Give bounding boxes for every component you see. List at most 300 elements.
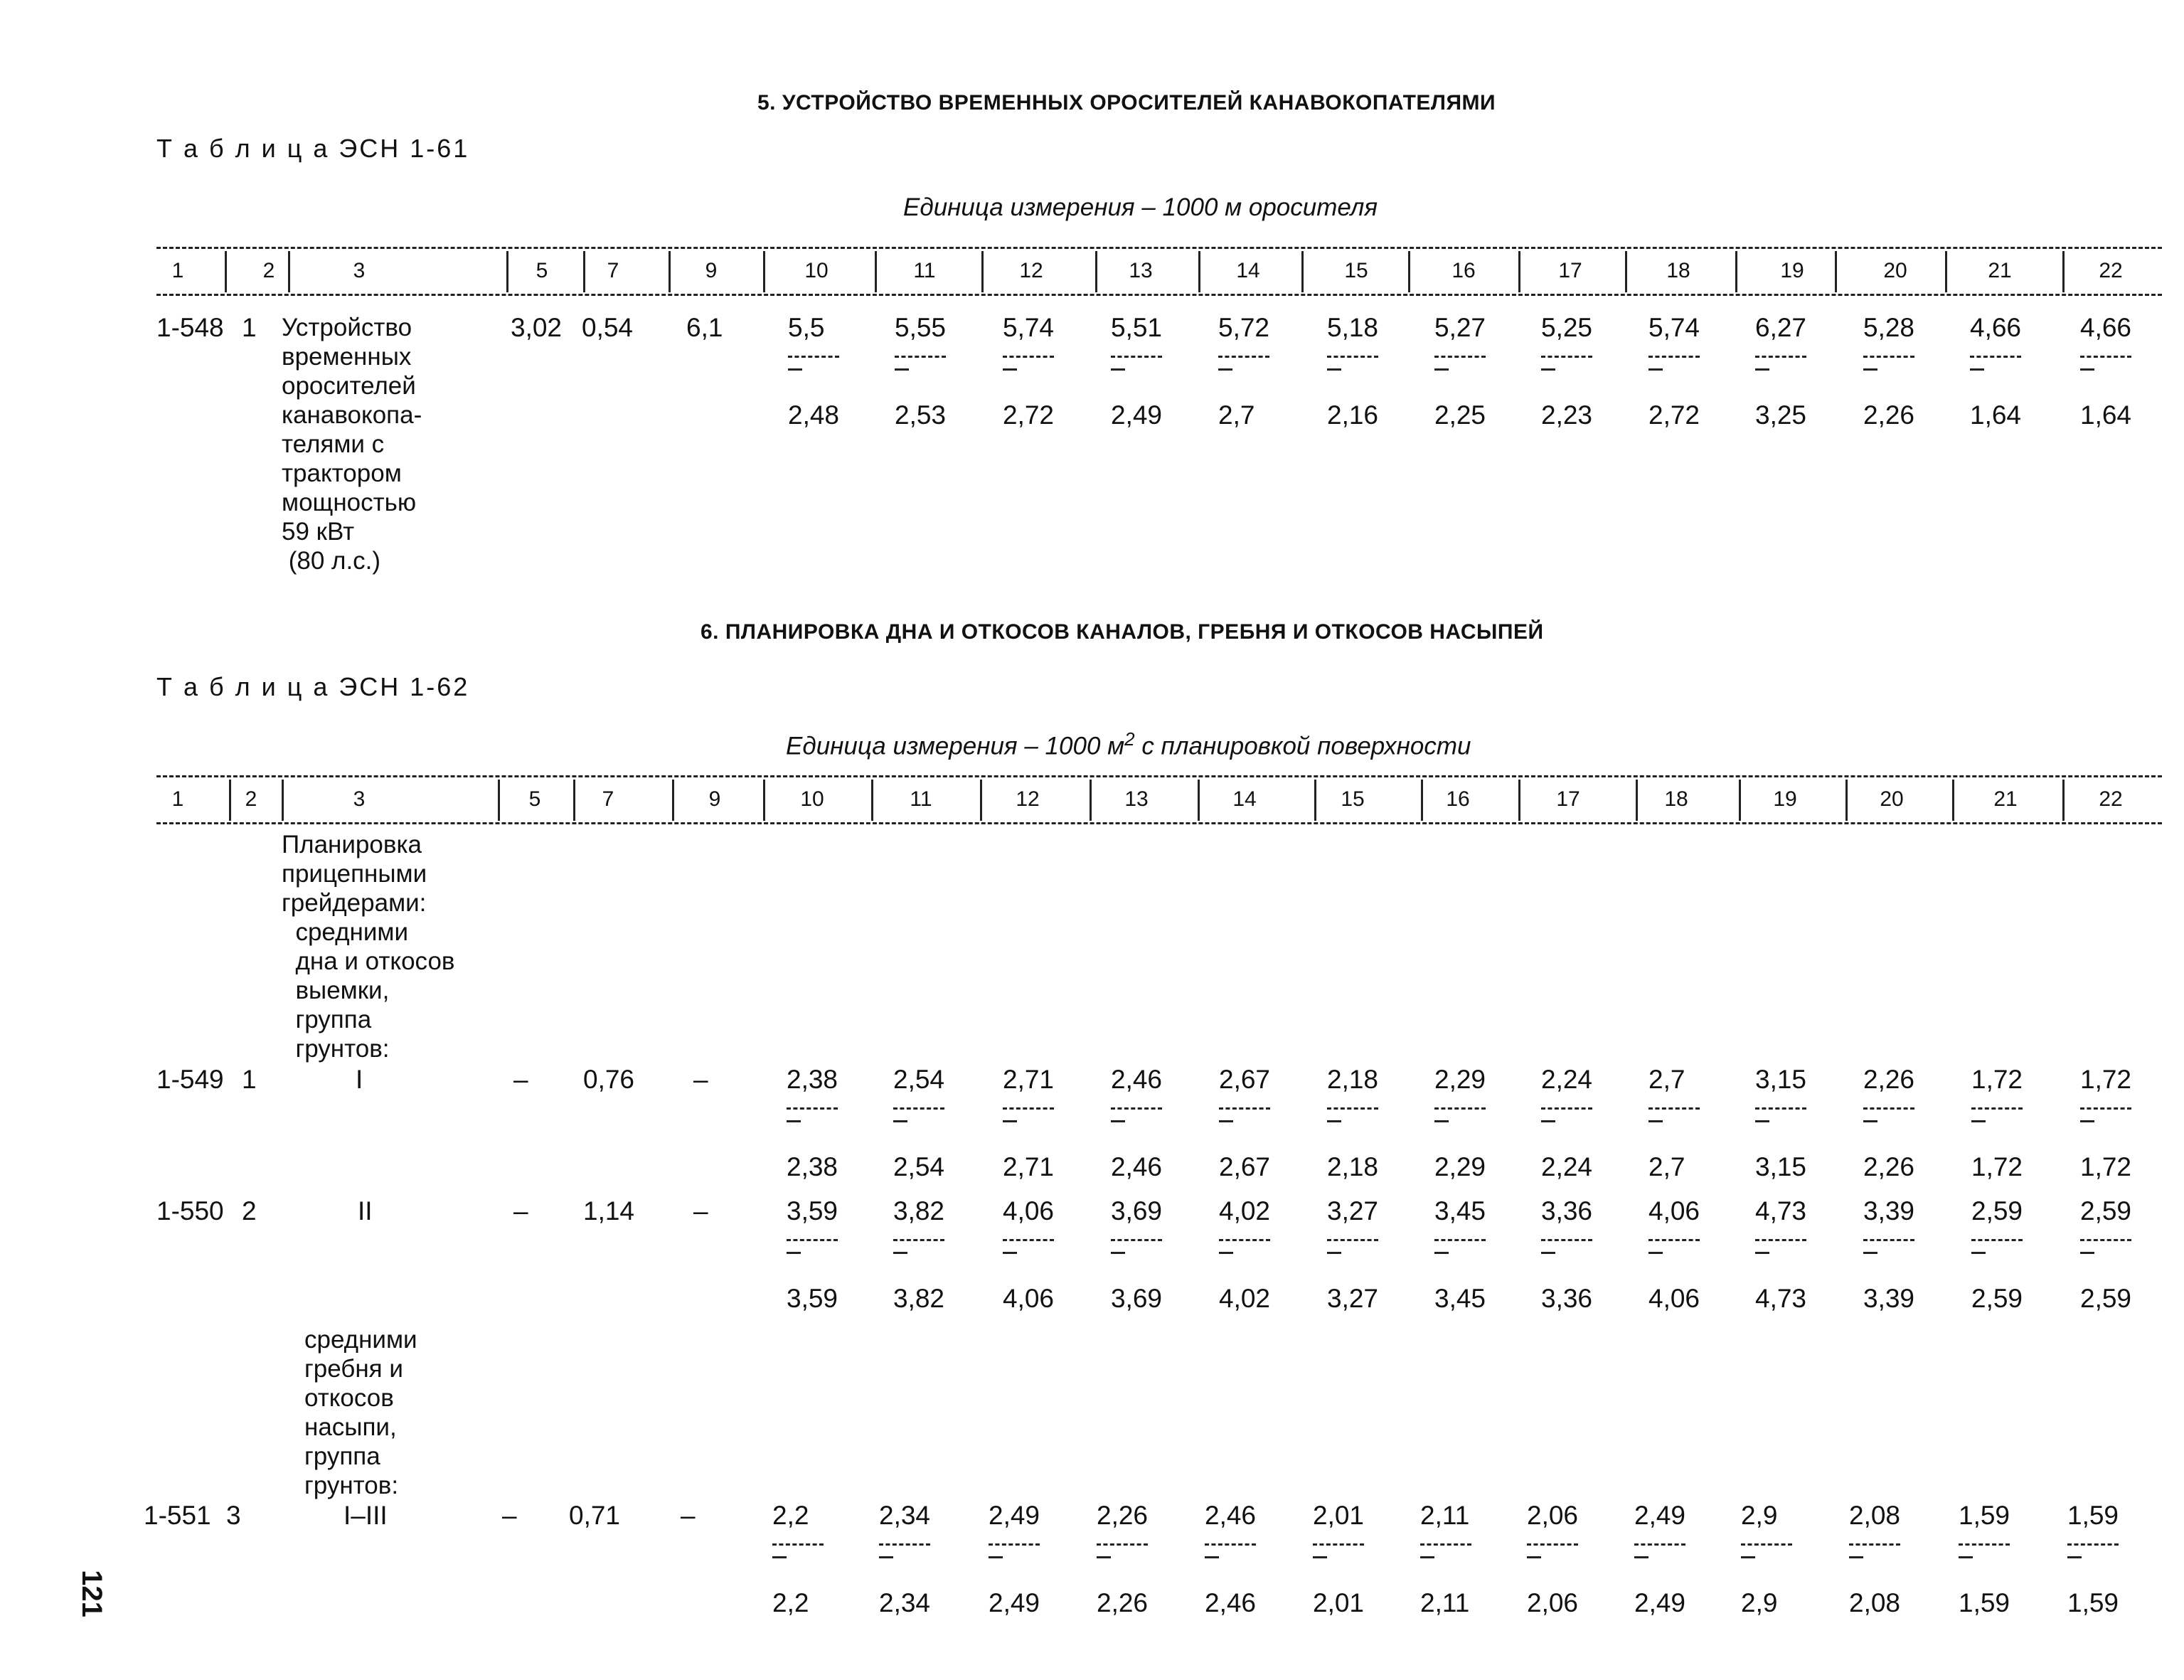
table5-column-divider	[506, 251, 508, 292]
table6-fraction-dash	[1434, 1120, 1449, 1122]
table6-header-col-1: 1	[171, 787, 184, 811]
table6-soil-group: I	[356, 1065, 363, 1094]
table6-fraction-line	[1971, 1239, 2023, 1241]
table5-fraction-line	[1003, 356, 1054, 358]
table5-column-divider	[763, 251, 765, 292]
table6-value-numerator: 3,15	[1755, 1065, 1807, 1094]
table5-col7-value: 0,54	[582, 313, 634, 342]
table5-fraction-dash	[1755, 368, 1769, 371]
table5-column-divider	[1625, 251, 1627, 292]
table6-header-col-12: 12	[1016, 787, 1040, 811]
table5-value-denominator: 2,53	[895, 400, 947, 430]
table5-col9-value: 6,1	[686, 313, 723, 342]
table6-fraction-line	[1434, 1107, 1486, 1110]
table6-column-divider	[1845, 780, 1848, 821]
table6-fraction-line	[1863, 1107, 1914, 1110]
table6-value-numerator: 2,49	[989, 1501, 1040, 1530]
table6-fraction-dash	[1205, 1556, 1219, 1558]
table6-value-denominator: 2,29	[1434, 1152, 1486, 1181]
table6-fraction-line	[1541, 1239, 1592, 1241]
table6-fraction-dash	[1755, 1252, 1769, 1254]
table6-value-numerator: 2,26	[1863, 1065, 1915, 1094]
table6-column-divider	[2062, 780, 2065, 821]
table5-column-divider	[2062, 251, 2065, 292]
table6-value-denominator: 2,7	[1648, 1152, 1685, 1181]
table5-value-denominator: 2,16	[1327, 400, 1379, 430]
table5-row-number: 1	[242, 313, 257, 342]
table6-header-col-9: 9	[708, 787, 721, 811]
table5-fraction-dash	[1648, 368, 1663, 371]
table6-fraction-line	[1648, 1239, 1700, 1241]
table6-header-col-7: 7	[602, 787, 614, 811]
table6-value-denominator: 2,34	[879, 1588, 931, 1617]
table6-column-divider	[282, 780, 284, 821]
table6-header-col-11: 11	[910, 787, 932, 811]
table6-fraction-line	[989, 1543, 1040, 1546]
table6-value-denominator: 3,36	[1541, 1284, 1593, 1313]
table5-value-numerator: 5,27	[1434, 313, 1486, 342]
table6-value-denominator: 2,01	[1313, 1588, 1365, 1617]
table6-value-denominator: 1,59	[1959, 1588, 2010, 1617]
table6-header-col-21: 21	[1993, 787, 2018, 811]
table6-fraction-line	[1849, 1543, 1900, 1546]
table6-value-denominator: 3,82	[893, 1284, 945, 1313]
table5-header-col-10: 10	[804, 259, 829, 282]
table6-value-numerator: 2,18	[1327, 1065, 1379, 1094]
table6-value-denominator: 4,06	[1648, 1284, 1700, 1313]
table5-value-numerator: 6,27	[1755, 313, 1807, 342]
table5-value-denominator: 2,72	[1648, 400, 1700, 430]
table6-column-divider	[1314, 780, 1316, 821]
table5-header-col-13: 13	[1129, 259, 1153, 282]
table6-header-col-5: 5	[528, 787, 541, 811]
table6-header-bottom-rule	[156, 822, 2162, 824]
table6-header-col-13: 13	[1124, 787, 1149, 811]
table5-header-col-20: 20	[1883, 259, 1907, 282]
table6-fraction-line	[1634, 1543, 1685, 1546]
table5-fraction-line	[1648, 356, 1700, 358]
table6-header-col-18: 18	[1664, 787, 1688, 811]
table6-value-numerator: 3,69	[1111, 1196, 1163, 1226]
table6-value-numerator: 2,01	[1313, 1501, 1365, 1530]
table6-fraction-dash	[1327, 1252, 1341, 1254]
table5-header-col-14: 14	[1236, 259, 1260, 282]
table6-fraction-line	[893, 1107, 944, 1110]
table6-soil-group: I–III	[343, 1501, 388, 1530]
table6-value-numerator: 2,11	[1420, 1501, 1470, 1530]
table5-header-col-21: 21	[1988, 259, 2012, 282]
table6-column-divider	[573, 780, 575, 821]
table6-col7-value: 0,76	[583, 1065, 635, 1094]
table6-header-col-22: 22	[2099, 787, 2123, 811]
table5-value-denominator: 2,72	[1003, 400, 1055, 430]
table6-column-divider	[672, 780, 674, 821]
table6-value-denominator: 2,18	[1327, 1152, 1379, 1181]
section6-unit	[786, 728, 1471, 761]
table6-value-numerator: 1,72	[2080, 1065, 2132, 1094]
table5-fraction-line	[1327, 356, 1378, 358]
table6-fraction-line	[2067, 1543, 2119, 1546]
table6-value-denominator: 4,02	[1219, 1284, 1271, 1313]
table6-value-denominator: 2,9	[1741, 1588, 1778, 1617]
table5-value-denominator: 2,23	[1541, 400, 1593, 430]
table6-col5-value: –	[502, 1501, 517, 1530]
table5-header-col-16: 16	[1451, 259, 1476, 282]
table5-header-col-19: 19	[1780, 259, 1804, 282]
table5-value-denominator: 2,25	[1434, 400, 1486, 430]
table6-fraction-dash	[1849, 1556, 1863, 1558]
table6-value-denominator: 2,49	[1634, 1588, 1686, 1617]
table6-fraction-line	[1971, 1107, 2023, 1110]
table5-value-numerator: 5,5	[788, 313, 825, 342]
table6-value-numerator: 3,82	[893, 1196, 945, 1226]
table6-fraction-line	[1205, 1543, 1256, 1546]
table5-fraction-line	[1755, 356, 1806, 358]
table6-col7-value: 0,71	[569, 1501, 621, 1530]
table5-header-col-3: 3	[353, 259, 366, 282]
table5-fraction-dash	[1218, 368, 1232, 371]
table6-fraction-dash	[1219, 1120, 1233, 1122]
table6-value-denominator: 2,2	[772, 1588, 809, 1617]
table6-column-divider	[1421, 780, 1423, 821]
unit-superscript: 2	[1124, 728, 1135, 750]
table5-fraction-line	[1863, 356, 1914, 358]
section6-table-label: Т а б л и ц а ЭСН 1-62	[156, 672, 470, 701]
table6-col9-value: –	[681, 1501, 696, 1530]
table6-row-number: 1	[242, 1065, 257, 1094]
table5-value-denominator: 2,26	[1863, 400, 1915, 430]
table6-fraction-line	[1219, 1239, 1270, 1241]
table5-header-col-11: 11	[913, 259, 936, 282]
table6-fraction-dash	[1648, 1120, 1663, 1122]
table5-column-divider	[981, 251, 984, 292]
table6-header-col-3: 3	[353, 787, 366, 811]
table6-column-divider	[498, 780, 500, 821]
table6-value-numerator: 2,06	[1527, 1501, 1579, 1530]
table6-value-numerator: 4,06	[1003, 1196, 1055, 1226]
table6-fraction-line	[1863, 1239, 1914, 1241]
table6-value-denominator: 2,46	[1111, 1152, 1163, 1181]
table6-fraction-line	[1741, 1543, 1792, 1546]
table6-row-code: 1-551	[144, 1501, 211, 1530]
table6-fraction-dash	[989, 1556, 1003, 1558]
section5-title: 5. УСТРОЙСТВО ВРЕМЕННЫХ ОРОСИТЕЛЕЙ КАНАВОКОПАТЕЛЯМИ	[757, 91, 1496, 115]
table6-value-numerator: 3,45	[1434, 1196, 1486, 1226]
table5-fraction-dash	[1863, 368, 1877, 371]
table5-fraction-dash	[788, 368, 802, 371]
table5-fraction-dash	[1111, 368, 1125, 371]
table6-value-denominator: 3,27	[1327, 1284, 1379, 1313]
table5-value-denominator: 2,49	[1111, 400, 1163, 430]
table5-column-divider	[1518, 251, 1520, 292]
table6-fraction-line	[1219, 1107, 1270, 1110]
table6-fraction-dash	[1219, 1252, 1233, 1254]
table5-column-divider	[1408, 251, 1410, 292]
table6-value-denominator: 2,67	[1219, 1152, 1271, 1181]
table5-value-denominator: 2,7	[1218, 400, 1255, 430]
table5-header-col-2: 2	[262, 259, 275, 282]
table6-col5-value: –	[513, 1065, 528, 1094]
table5-value-numerator: 5,55	[895, 313, 947, 342]
table6-fraction-dash	[1541, 1252, 1555, 1254]
table6-value-numerator: 2,7	[1648, 1065, 1685, 1094]
table5-fraction-dash	[1541, 368, 1555, 371]
table6-value-numerator: 1,59	[1959, 1501, 2010, 1530]
table6-fraction-line	[893, 1239, 944, 1241]
table6-fraction-line	[772, 1543, 824, 1546]
table6-value-numerator: 2,59	[2080, 1196, 2132, 1226]
table6-fraction-dash	[1634, 1556, 1648, 1558]
table6-value-denominator: 2,59	[2080, 1284, 2132, 1313]
table6-value-numerator: 2,59	[1971, 1196, 2023, 1226]
table6-value-numerator: 3,39	[1863, 1196, 1915, 1226]
table6-column-divider	[1090, 780, 1092, 821]
table6-fraction-dash	[772, 1556, 787, 1558]
table5-value-denominator: 2,48	[788, 400, 840, 430]
table5-fraction-line	[2080, 356, 2131, 358]
table6-column-divider	[1739, 780, 1741, 821]
table6-column-divider	[980, 780, 982, 821]
table6-header-col-14: 14	[1232, 787, 1257, 811]
table6-fraction-dash	[1959, 1556, 1973, 1558]
table5-column-divider	[1735, 251, 1737, 292]
table5-column-divider	[225, 251, 227, 292]
table6-value-denominator: 2,11	[1420, 1588, 1470, 1617]
table6-fraction-line	[879, 1543, 930, 1546]
table6-fraction-line	[787, 1107, 838, 1110]
table6-fraction-line	[1959, 1543, 2010, 1546]
table6-row-number: 2	[242, 1196, 257, 1226]
table6-fraction-line	[1327, 1107, 1378, 1110]
table5-fraction-line	[1218, 356, 1269, 358]
table5-column-divider	[668, 251, 671, 292]
table5-value-numerator: 4,66	[1970, 313, 2022, 342]
table6-value-denominator: 2,26	[1863, 1152, 1915, 1181]
table6-value-denominator: 2,24	[1541, 1152, 1593, 1181]
table6-value-numerator: 1,72	[1971, 1065, 2023, 1094]
table5-fraction-line	[1111, 356, 1162, 358]
table6-fraction-dash	[1863, 1252, 1877, 1254]
table5-header-col-5: 5	[536, 259, 548, 282]
table6-value-denominator: 2,49	[989, 1588, 1040, 1617]
table6-value-denominator: 2,71	[1003, 1152, 1055, 1181]
table6-row-code: 1-550	[156, 1196, 224, 1226]
table5-value-denominator: 1,64	[1970, 400, 2022, 430]
table6-value-numerator: 2,24	[1541, 1065, 1593, 1094]
section5-unit: Единица измерения – 1000 м оросителя	[903, 193, 1378, 221]
table5-row-description: Устройство временных оросителей канавокопа- телями с трактором мощностью 59 кВт (80 л.с.)	[282, 314, 422, 575]
table6-value-numerator: 3,36	[1541, 1196, 1593, 1226]
table6-value-denominator: 4,06	[1003, 1284, 1055, 1313]
table6-soil-group: II	[358, 1196, 373, 1226]
table6-header-col-10: 10	[800, 787, 824, 811]
table6-fraction-dash	[1420, 1556, 1434, 1558]
table5-fraction-dash	[1327, 368, 1341, 371]
table5-header-col-12: 12	[1019, 259, 1043, 282]
table6-value-denominator: 1,59	[2067, 1588, 2119, 1617]
table6-value-denominator: 3,59	[787, 1284, 838, 1313]
table6-fraction-dash	[1313, 1556, 1327, 1558]
table6-value-numerator: 2,46	[1205, 1501, 1257, 1530]
section5-table-label: Т а б л и ц а ЭСН 1-61	[156, 134, 470, 163]
table6-fraction-line	[1111, 1107, 1162, 1110]
table5-column-divider	[1095, 251, 1097, 292]
table6-row-code: 1-549	[156, 1065, 224, 1094]
table5-header-col-18: 18	[1666, 259, 1690, 282]
table5-header-bottom-rule	[156, 294, 2162, 296]
table6-fraction-line	[1003, 1239, 1054, 1241]
table6-fraction-dash	[1541, 1120, 1555, 1122]
table6-fraction-line	[2080, 1107, 2131, 1110]
table6-column-divider	[1518, 780, 1520, 821]
table5-fraction-dash	[895, 368, 909, 371]
unit-suffix: с планировкой поверхности	[1134, 732, 1471, 760]
table6-fraction-line	[1097, 1543, 1148, 1546]
table6-value-numerator: 2,49	[1634, 1501, 1686, 1530]
table6-fraction-line	[1527, 1543, 1578, 1546]
table5-fraction-dash	[1434, 368, 1449, 371]
table5-fraction-line	[788, 356, 839, 358]
table6-fraction-line	[1327, 1239, 1378, 1241]
table6-value-denominator: 2,59	[1971, 1284, 2023, 1313]
table6-column-divider	[763, 780, 765, 821]
table6-value-denominator: 2,54	[893, 1152, 945, 1181]
table6-value-denominator: 3,45	[1434, 1284, 1486, 1313]
table5-header-col-9: 9	[705, 259, 718, 282]
table6-header-col-17: 17	[1556, 787, 1580, 811]
table6-fraction-dash	[1097, 1556, 1111, 1558]
table5-value-numerator: 4,66	[2080, 313, 2132, 342]
table5-header-col-22: 22	[2099, 259, 2123, 282]
section6-title: 6. ПЛАНИРОВКА ДНА И ОТКОСОВ КАНАЛОВ, ГРЕБНЯ И ОТКОСОВ НАСЫПЕЙ	[701, 620, 1544, 644]
table5-header-col-1: 1	[171, 259, 184, 282]
table5-fraction-dash	[1970, 368, 1984, 371]
table6-col5-value: –	[513, 1196, 528, 1226]
table6-value-denominator: 2,08	[1849, 1588, 1901, 1617]
table6-value-numerator: 2,08	[1849, 1501, 1901, 1530]
table6-col9-value: –	[693, 1196, 708, 1226]
table6-fraction-dash	[2080, 1120, 2094, 1122]
table6-fraction-dash	[1971, 1252, 1986, 1254]
table6-fraction-dash	[1863, 1120, 1877, 1122]
table6-header-col-2: 2	[245, 787, 257, 811]
table6-fraction-line	[1755, 1107, 1806, 1110]
table6-fraction-line	[1755, 1239, 1806, 1241]
table5-value-numerator: 5,74	[1003, 313, 1055, 342]
table6-value-numerator: 2,54	[893, 1065, 945, 1094]
table6-fraction-dash	[1434, 1252, 1449, 1254]
table6-fraction-line	[2080, 1239, 2131, 1241]
table5-value-denominator: 3,25	[1755, 400, 1807, 430]
table6-value-denominator: 3,69	[1111, 1284, 1163, 1313]
table6-value-denominator: 4,73	[1755, 1284, 1807, 1313]
table6-fraction-dash	[1327, 1120, 1341, 1122]
table6-header-col-20: 20	[1880, 787, 1904, 811]
table6-value-denominator: 3,15	[1755, 1152, 1807, 1181]
table6-value-denominator: 1,72	[1971, 1152, 2023, 1181]
table6-column-divider	[1636, 780, 1638, 821]
table6-fraction-dash	[893, 1120, 907, 1122]
table5-column-divider	[1301, 251, 1304, 292]
table6-fraction-dash	[787, 1252, 801, 1254]
table6-value-denominator: 2,06	[1527, 1588, 1579, 1617]
table6-col9-value: –	[693, 1065, 708, 1094]
table5-fraction-line	[1434, 356, 1486, 358]
table6-value-numerator: 4,02	[1219, 1196, 1271, 1226]
table6-fraction-line	[787, 1239, 838, 1241]
table6-header-col-16: 16	[1446, 787, 1470, 811]
table6-fraction-dash	[1003, 1252, 1017, 1254]
table6-value-numerator: 3,27	[1327, 1196, 1379, 1226]
table6-value-numerator: 2,67	[1219, 1065, 1271, 1094]
table5-value-numerator: 5,74	[1648, 313, 1700, 342]
table5-header-col-7: 7	[607, 259, 619, 282]
table5-fraction-line	[1970, 356, 2021, 358]
table6-fraction-dash	[1755, 1120, 1769, 1122]
table6-value-numerator: 2,34	[879, 1501, 931, 1530]
table6-fraction-line	[1003, 1107, 1054, 1110]
table5-column-divider	[875, 251, 877, 292]
table5-fraction-line	[895, 356, 946, 358]
table6-value-denominator: 3,39	[1863, 1284, 1915, 1313]
table6-header-col-19: 19	[1773, 787, 1797, 811]
table5-value-numerator: 5,28	[1863, 313, 1915, 342]
table6-fraction-line	[1111, 1239, 1162, 1241]
table6-value-numerator: 2,71	[1003, 1065, 1055, 1094]
table6-fraction-line	[1648, 1107, 1700, 1110]
table6-value-denominator: 2,26	[1097, 1588, 1149, 1617]
table6-column-divider	[1952, 780, 1954, 821]
table6-fraction-dash	[1971, 1120, 1986, 1122]
table5-col5-value: 3,02	[511, 313, 563, 342]
table6-fraction-dash	[1003, 1120, 1017, 1122]
table6-value-denominator: 2,38	[787, 1152, 838, 1181]
table6-fraction-dash	[879, 1556, 893, 1558]
table6-value-numerator: 4,06	[1648, 1196, 1700, 1226]
table5-value-numerator: 5,25	[1541, 313, 1593, 342]
table6-group2-description: средними гребня и откосов насыпи, группа грунтов:	[304, 1326, 417, 1499]
table6-column-divider	[1198, 780, 1200, 821]
table6-value-numerator: 2,9	[1741, 1501, 1778, 1530]
table5-header-top-rule	[156, 247, 2162, 249]
table6-col7-value: 1,14	[583, 1196, 635, 1226]
page-number: 121	[75, 1570, 107, 1617]
table5-fraction-line	[1541, 356, 1592, 358]
table6-value-numerator: 2,46	[1111, 1065, 1163, 1094]
table5-row-code: 1-548	[156, 313, 224, 342]
table6-fraction-dash	[1111, 1120, 1125, 1122]
table6-fraction-dash	[1111, 1252, 1125, 1254]
table6-value-numerator: 3,59	[787, 1196, 838, 1226]
table5-header-col-15: 15	[1344, 259, 1368, 282]
table6-header-col-15: 15	[1341, 787, 1365, 811]
table6-column-divider	[871, 780, 873, 821]
table6-value-denominator: 2,46	[1205, 1588, 1257, 1617]
table6-fraction-line	[1313, 1543, 1364, 1546]
table6-value-denominator: 1,72	[2080, 1152, 2132, 1181]
table6-value-numerator: 2,38	[787, 1065, 838, 1094]
table5-value-denominator: 1,64	[2080, 400, 2132, 430]
table6-fraction-line	[1434, 1239, 1486, 1241]
table5-column-divider	[1945, 251, 1947, 292]
table6-value-numerator: 2,2	[772, 1501, 809, 1530]
table6-fraction-dash	[2067, 1556, 2082, 1558]
table6-fraction-line	[1541, 1107, 1592, 1110]
table5-fraction-dash	[2080, 368, 2094, 371]
table6-fraction-dash	[1741, 1556, 1755, 1558]
table6-value-numerator: 1,59	[2067, 1501, 2119, 1530]
table5-header-col-17: 17	[1558, 259, 1582, 282]
